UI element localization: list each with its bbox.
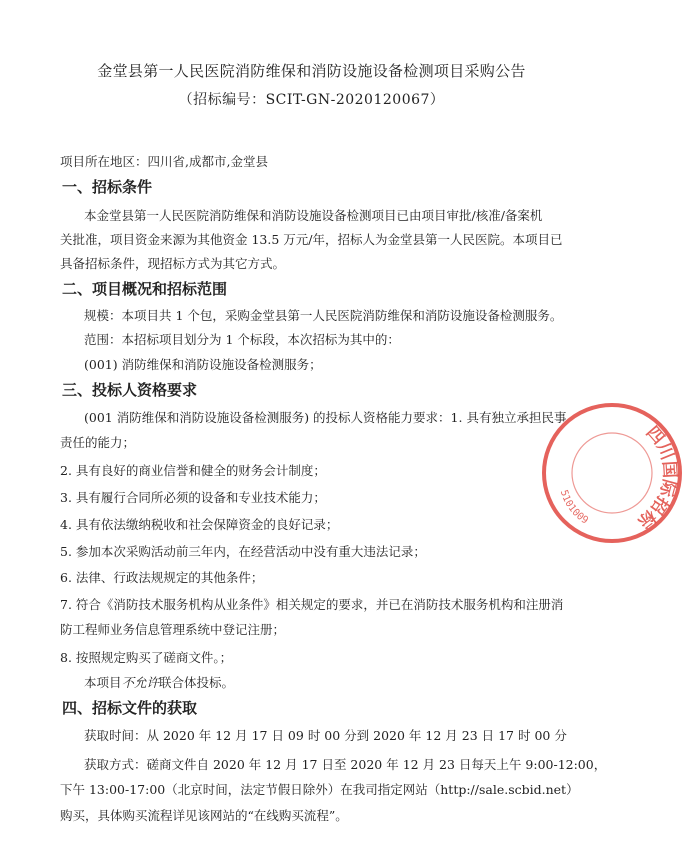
section-heading-2: 二、项目概况和招标范围 — [62, 280, 228, 298]
paragraph-line: 购买，具体购买流程详见该网站的“在线购买流程”。 — [60, 808, 348, 823]
paragraph-line: 关批准，项目资金来源为其他资金 13.5 万元/年，招标人为金堂县第一人民医院。本项目已 — [60, 232, 563, 247]
section-heading-3: 三、投标人资格要求 — [62, 381, 198, 399]
company-seal — [537, 398, 687, 548]
joint-bid-emphasis: 不允许 — [121, 675, 160, 690]
paragraph-line: 防工程师业务信息管理系统中登记注册； — [60, 622, 286, 637]
section-heading-1: 一、招标条件 — [62, 178, 153, 196]
seal-code-text: 5101009 — [557, 488, 590, 527]
paragraph-line: 范围：本招标项目划分为 1 个标段，本次招标为其中的： — [84, 332, 400, 347]
paragraph-line: 3. 具有履行合同所必须的设备和专业技术能力； — [60, 490, 326, 505]
document-title: 金堂县第一人民医院消防维保和消防设施设备检测项目采购公告 — [97, 62, 526, 80]
paragraph-line: 本金堂县第一人民医院消防维保和消防设施设备检测项目已由项目审批/核准/备案机 — [84, 208, 543, 223]
joint-bid-line — [84, 673, 234, 691]
paragraph-line: 4. 具有依法缴纳税收和社会保障资金的良好记录； — [60, 517, 339, 532]
seal-ring-text: 四川国际招标 — [633, 422, 680, 532]
paragraph-line: 7. 符合《消防技术服务机构从业条件》相关规定的要求，并已在消防技术服务机构和注册消 — [60, 597, 564, 612]
project-location: 项目所在地区：四川省,成都市,金堂县 — [60, 154, 268, 169]
paragraph-line: 6. 法律、行政法规规定的其他条件； — [60, 570, 264, 585]
paragraph-line: 具备招标条件，现招标方式为其它方式。 — [60, 256, 286, 271]
joint-bid-prefix: 本项目 — [84, 675, 122, 690]
paragraph-line: 下午 13:00-17:00（北京时间，法定节假日除外）在我司指定网站（http://sale.scbid.net） — [60, 782, 579, 797]
paragraph-line: 2. 具有良好的商业信誉和健全的财务会计制度； — [60, 463, 326, 478]
joint-bid-suffix: 联合体投标。 — [159, 675, 235, 690]
paragraph-line: 5. 参加本次采购活动前三年内，在经营活动中没有重大违法记录； — [60, 544, 426, 559]
seal-inner-ring — [572, 433, 652, 513]
paragraph-line: 责任的能力； — [60, 435, 136, 450]
paragraph-line: (001 消防维保和消防设施设备检测服务) 的投标人资格能力要求：1. 具有独立承担民事 — [84, 410, 567, 425]
section-heading-4: 四、招标文件的获取 — [62, 699, 198, 717]
paragraph-line: 获取方式：磋商文件自 2020 年 12 月 17 日至 2020 年 12 月 23 日每天上午 9:00-12:00， — [84, 757, 607, 772]
paragraph-line: 规模：本项目共 1 个包，采购金堂县第一人民医院消防维保和消防设施设备检测服务。 — [84, 308, 563, 323]
paragraph-line: 8. 按照规定购买了磋商文件。； — [60, 650, 233, 665]
paragraph-line: (001) 消防维保和消防设施设备检测服务； — [84, 357, 322, 372]
paragraph-line: 获取时间：从 2020 年 12 月 17 日 09 时 00 分到 2020 年 12 月 23 日 17 时 00 分 — [84, 728, 567, 743]
tender-number: （招标编号：SCIT-GN-2020120067） — [178, 92, 445, 108]
